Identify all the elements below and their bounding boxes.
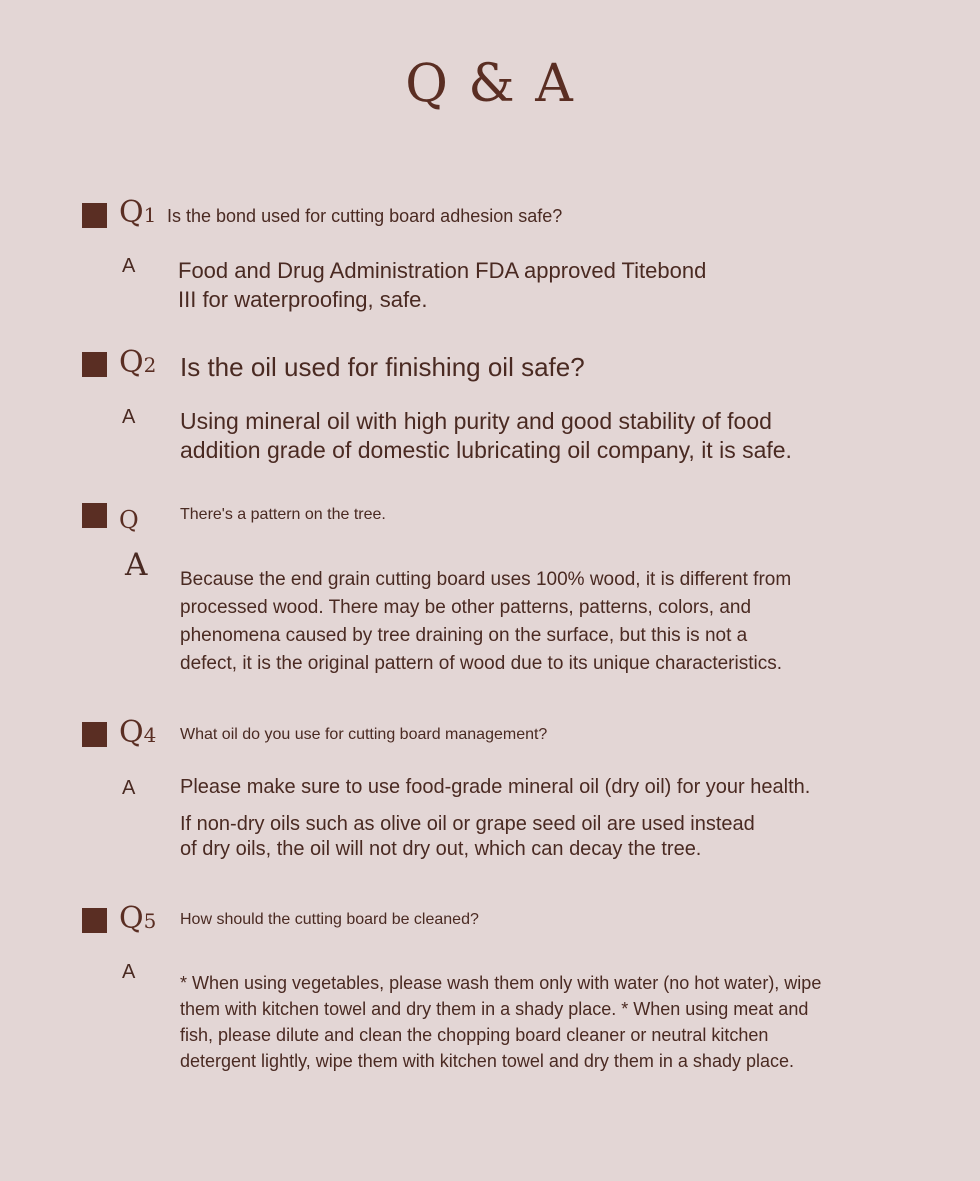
question-number <box>119 345 157 380</box>
question-number <box>119 508 139 532</box>
answer-line: of dry oils, the oil will not dry out, which can decay the tree. <box>180 838 702 860</box>
question-prefix: Q <box>119 901 144 936</box>
question-text: Is the oil used for finishing oil safe? <box>180 352 585 382</box>
question-number <box>119 195 157 230</box>
question-digit: 5 <box>143 909 157 933</box>
page-title: Q & A <box>405 54 575 114</box>
answer-text <box>180 970 821 1074</box>
question-text: How should the cutting board be cleaned? <box>180 911 479 928</box>
question-text: Is the bond used for cutting board adhesion safe? <box>167 206 563 226</box>
answer-text <box>180 566 791 678</box>
answer-label: A <box>122 961 136 983</box>
question-number <box>119 715 157 750</box>
answer-text-secondary <box>180 812 755 862</box>
bullet-square <box>82 722 107 747</box>
answer-line: Please make sure to use food-grade mineral oil (dry oil) for your health. <box>180 776 811 798</box>
answer-line: Using mineral oil with high purity and good stability of food <box>180 408 772 434</box>
question-text: There's a pattern on the tree. <box>180 506 386 523</box>
answer-text <box>178 256 706 314</box>
question-number <box>119 901 157 936</box>
answer-line: phenomena caused by tree draining on the surface, but this is not a <box>180 625 748 646</box>
question-prefix: Q <box>119 195 144 230</box>
answer-text <box>180 407 792 465</box>
answer-line: fish, please dilute and clean the chopping board cleaner or neutral kitchen <box>180 1025 769 1045</box>
question-digit: 4 <box>143 723 157 747</box>
answer-line: defect, it is the original pattern of wood due to its unique characteristics. <box>180 653 782 674</box>
answer-line: detergent lightly, wipe them with kitchen towel and dry them in a shady place. <box>180 1051 794 1071</box>
answer-line: * When using vegetables, please wash them only with water (no hot water), wipe <box>180 973 822 993</box>
answer-label: A <box>122 777 136 799</box>
answer-label: A <box>122 255 136 277</box>
question-text: What oil do you use for cutting board management? <box>180 726 548 743</box>
question-prefix: Q <box>119 506 139 534</box>
answer-line: Because the end grain cutting board uses 100% wood, it is different from <box>180 569 792 590</box>
answer-line: processed wood. There may be other patterns, patterns, colors, and <box>180 597 752 618</box>
bullet-square <box>82 352 107 377</box>
answer-label: A <box>122 406 136 428</box>
bullet-square <box>82 203 107 228</box>
question-digit: 1 <box>143 203 157 227</box>
answer-line: Food and Drug Administration FDA approved Titebond <box>178 258 707 283</box>
answer-label: A <box>125 547 148 583</box>
answer-line: addition grade of domestic lubricating oil company, it is safe. <box>180 437 792 463</box>
bullet-square <box>82 908 107 933</box>
question-digit: 2 <box>143 353 157 377</box>
question-prefix: Q <box>119 345 144 380</box>
question-prefix: Q <box>119 715 144 750</box>
answer-line: them with kitchen towel and dry them in a shady place. * When using meat and <box>180 999 809 1019</box>
answer-line: If non-dry oils such as olive oil or grape seed oil are used instead <box>180 813 755 835</box>
bullet-square <box>82 503 107 528</box>
answer-text <box>180 774 810 800</box>
answer-line: III for waterproofing, safe. <box>178 287 428 312</box>
